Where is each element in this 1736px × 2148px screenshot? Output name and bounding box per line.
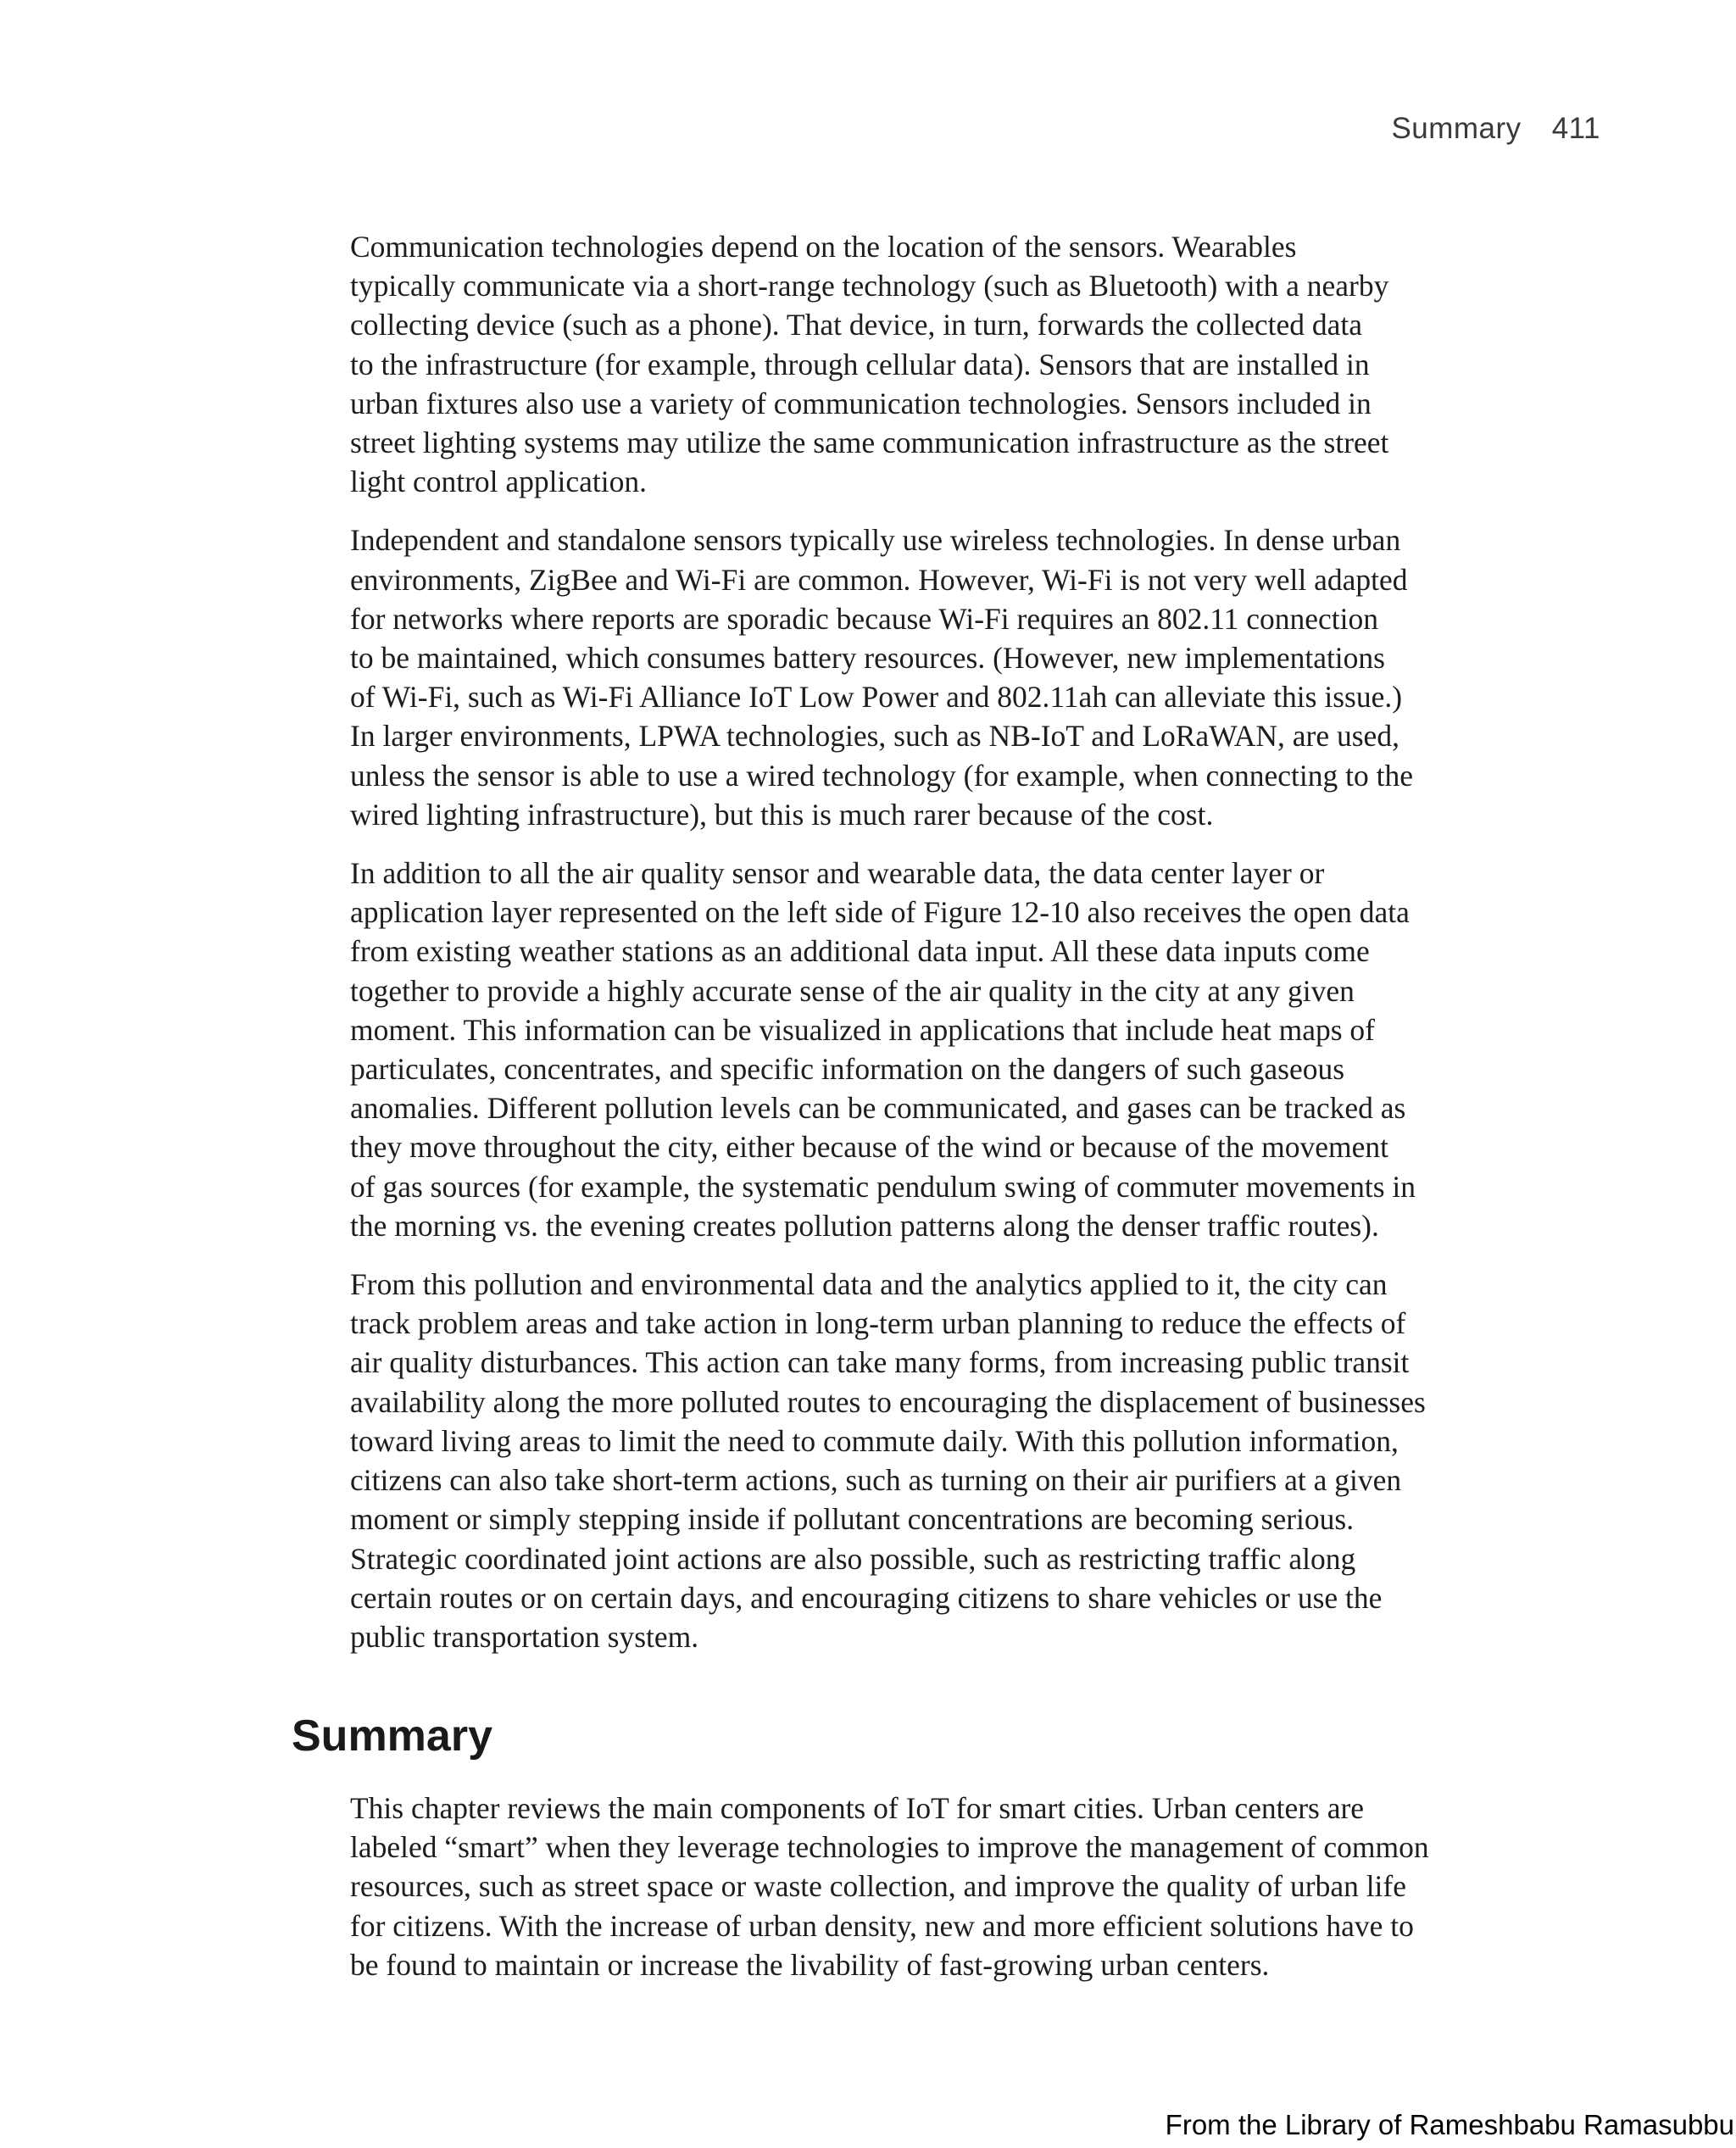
text-line: public transportation system. [350,1619,699,1654]
text-line: of Wi-Fi, such as Wi-Fi Alliance IoT Low Power and 802.11ah can alleviate this issue.) [350,680,1403,715]
text-line: to be maintained, which consumes battery resources. (However, new implementations [350,641,1385,676]
text-line: toward living areas to limit the need to commute daily. With this pollution information, [350,1423,1399,1458]
section-heading-summary: Summary [292,1711,492,1761]
text-line: be found to maintain or increase the livability of fast-growing urban centers. [350,1947,1270,1982]
paragraph-communication-technologies [350,227,1494,501]
text-line: wired lighting infrastructure), but this is much rarer because of the cost. [350,797,1214,832]
paragraph-standalone-sensors [350,520,1494,834]
text-line: together to provide a highly accurate sense of the air quality in the city at any given [350,973,1355,1008]
text-line: particulates, concentrates, and specific information on the dangers of such gaseous [350,1052,1345,1087]
text-line: moment or simply stepping inside if pollutant concentrations are becoming serious. [350,1502,1355,1537]
text-line: availability along the more polluted routes to encouraging the displacement of businesses [350,1384,1426,1419]
text-line: resources, such as street space or waste collection, and improve the quality of urban life [350,1869,1407,1904]
library-footer-note: From the Library of Rameshbabu Ramasubbu [1165,2109,1734,2140]
text-line: from existing weather stations as an additional data input. All these data inputs come [350,934,1370,969]
text-line: they move throughout the city, either because of the wind or because of the movement [350,1130,1389,1165]
text-line: From this pollution and environmental data and the analytics applied to it, the city can [350,1267,1388,1302]
text-line: Communication technologies depend on the location of the sensors. Wearables [350,230,1297,264]
text-line: moment. This information can be visualized in applications that include heat maps of [350,1012,1375,1047]
text-line: anomalies. Different pollution levels can be communicated, and gases can be tracked as [350,1091,1406,1126]
page-number: 411 [1551,112,1600,145]
text-line: collecting device (such as a phone). That device, in turn, forwards the collected data [350,308,1363,342]
text-line: air quality disturbances. This action can take many forms, from increasing public transit [350,1345,1410,1380]
paragraph-air-quality-data [350,854,1494,1245]
text-line: application layer represented on the left side of Figure 12-10 also receives the open data [350,895,1410,930]
body-text [350,227,1494,1676]
text-line: for networks where reports are sporadic because Wi-Fi requires an 802.11 connection [350,601,1379,636]
text-line: Independent and standalone sensors typically use wireless technologies. In dense urban [350,523,1401,558]
text-line: citizens can also take short-term actions, such as turning on their air purifiers at a given [350,1463,1402,1498]
text-line: labeled “smart” when they leverage technologies to improve the management of common [350,1830,1429,1865]
paragraph-pollution-analytics [350,1265,1494,1656]
text-line: This chapter reviews the main components of IoT for smart cities. Urban centers are [350,1791,1365,1825]
running-head [1391,112,1600,146]
text-line: In addition to all the air quality sensor and wearable data, the data center layer or [350,856,1325,891]
text-line: for citizens. With the increase of urban density, new and more efficient solutions have to [350,1908,1414,1943]
paragraph-summary [350,1789,1494,1984]
text-line: In larger environments, LPWA technologies, such as NB-IoT and LoRaWAN, are used, [350,719,1399,754]
text-line: typically communicate via a short-range technology (such as Bluetooth) with a nearby [350,269,1389,303]
text-line: light control application. [350,465,647,499]
text-line: environments, ZigBee and Wi-Fi are common. However, Wi-Fi is not very well adapted [350,562,1408,597]
text-line: track problem areas and take action in long-term urban planning to reduce the effects of [350,1306,1406,1341]
text-line: certain routes or on certain days, and encouraging citizens to share vehicles or use the [350,1580,1383,1615]
summary-text [350,1789,1494,1984]
text-line: of gas sources (for example, the systematic pendulum swing of commuter movements in [350,1169,1416,1204]
text-line: Strategic coordinated joint actions are also possible, such as restricting traffic along [350,1541,1356,1576]
running-head-section-title: Summary [1391,112,1522,145]
text-line: unless the sensor is able to use a wired technology (for example, when connecting to the [350,758,1413,793]
text-line: street lighting systems may utilize the same communication infrastructure as the street [350,426,1389,460]
text-line: the morning vs. the evening creates pollution patterns along the denser traffic routes). [350,1208,1379,1243]
text-line: to the infrastructure (for example, through cellular data). Sensors that are installed in [350,347,1370,381]
text-line: urban fixtures also use a variety of communication technologies. Sensors included in [350,386,1372,420]
